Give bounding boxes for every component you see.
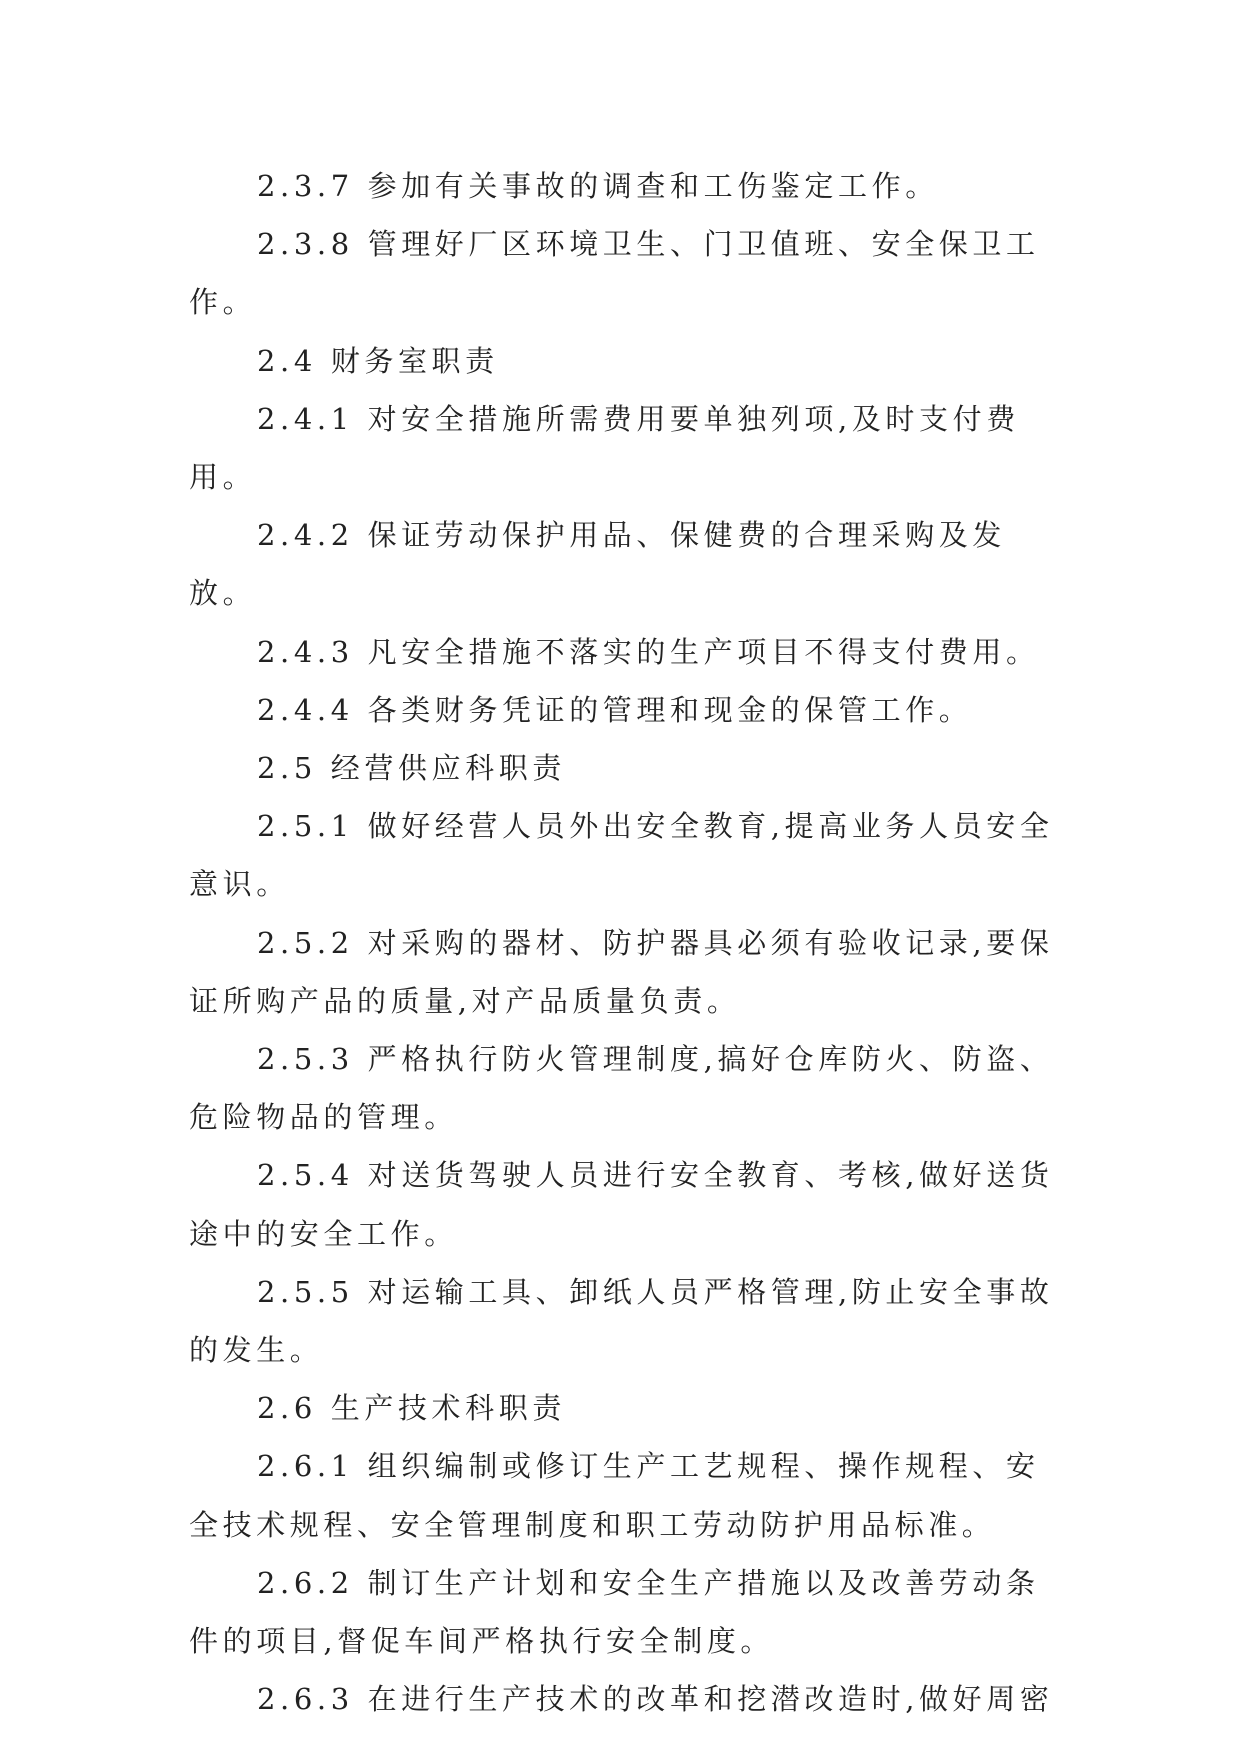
section-heading-2-5: 2.5 经营供应科职责 [257,751,566,786]
paragraph-2-6-2: 2.6.2 制订生产计划和安全生产措施以及改善劳动条件的项目,督促车间严格执行安全制度。 [189,1565,1040,1659]
paragraph-2-5-1: 2.5.1 做好经营人员外出安全教育,提高业务人员安全意识。 [189,809,1054,902]
paragraph-2-4-2: 2.4.2 保证劳动保护用品、保健费的合理采购及发放。 [189,518,1007,611]
document-body [189,157,1059,1728]
paragraph-2-6-1: 2.6.1 组织编制或修订生产工艺规程、操作规程、安全技术规程、安全管理制度和职工劳动防护用品标准。 [189,1449,1040,1542]
paragraph-2-5-5: 2.5.5 对运输工具、卸纸人员严格管理,防止安全事故的发生。 [189,1274,1054,1368]
section-heading-2-4: 2.4 财务室职责 [257,343,499,378]
section-heading-2-6: 2.6 生产技术科职责 [257,1391,566,1426]
paragraph-2-4-3: 2.4.3 凡安全措施不落实的生产项目不得支付费用。 [257,634,1040,669]
paragraph-2-6-3: 2.6.3 在进行生产技术的改革和挖潜改造时,做好周密 [257,1682,1054,1717]
paragraph-2-5-3: 2.5.3 严格执行防火管理制度,搞好仓库防火、防盗、危险物品的管理。 [189,1042,1054,1135]
paragraph-2-4-4: 2.4.4 各类财务凭证的管理和现金的保管工作。 [257,692,973,727]
paragraph-2-5-4: 2.5.4 对送货驾驶人员进行安全教育、考核,做好送货途中的安全工作。 [189,1158,1054,1251]
paragraph-2-3-8: 2.3.8 管理好厂区环境卫生、门卫值班、安全保卫工作。 [189,227,1040,320]
paragraph-2-5-2: 2.5.2 对采购的器材、防护器具必须有验收记录,要保证所购产品的质量,对产品质量负责。 [189,925,1054,1018]
paragraph-2-3-7: 2.3.7 参加有关事故的调查和工伤鉴定工作。 [257,169,939,203]
paragraph-2-4-1: 2.4.1 对安全措施所需费用要单独列项,及时支付费用。 [189,401,1020,495]
